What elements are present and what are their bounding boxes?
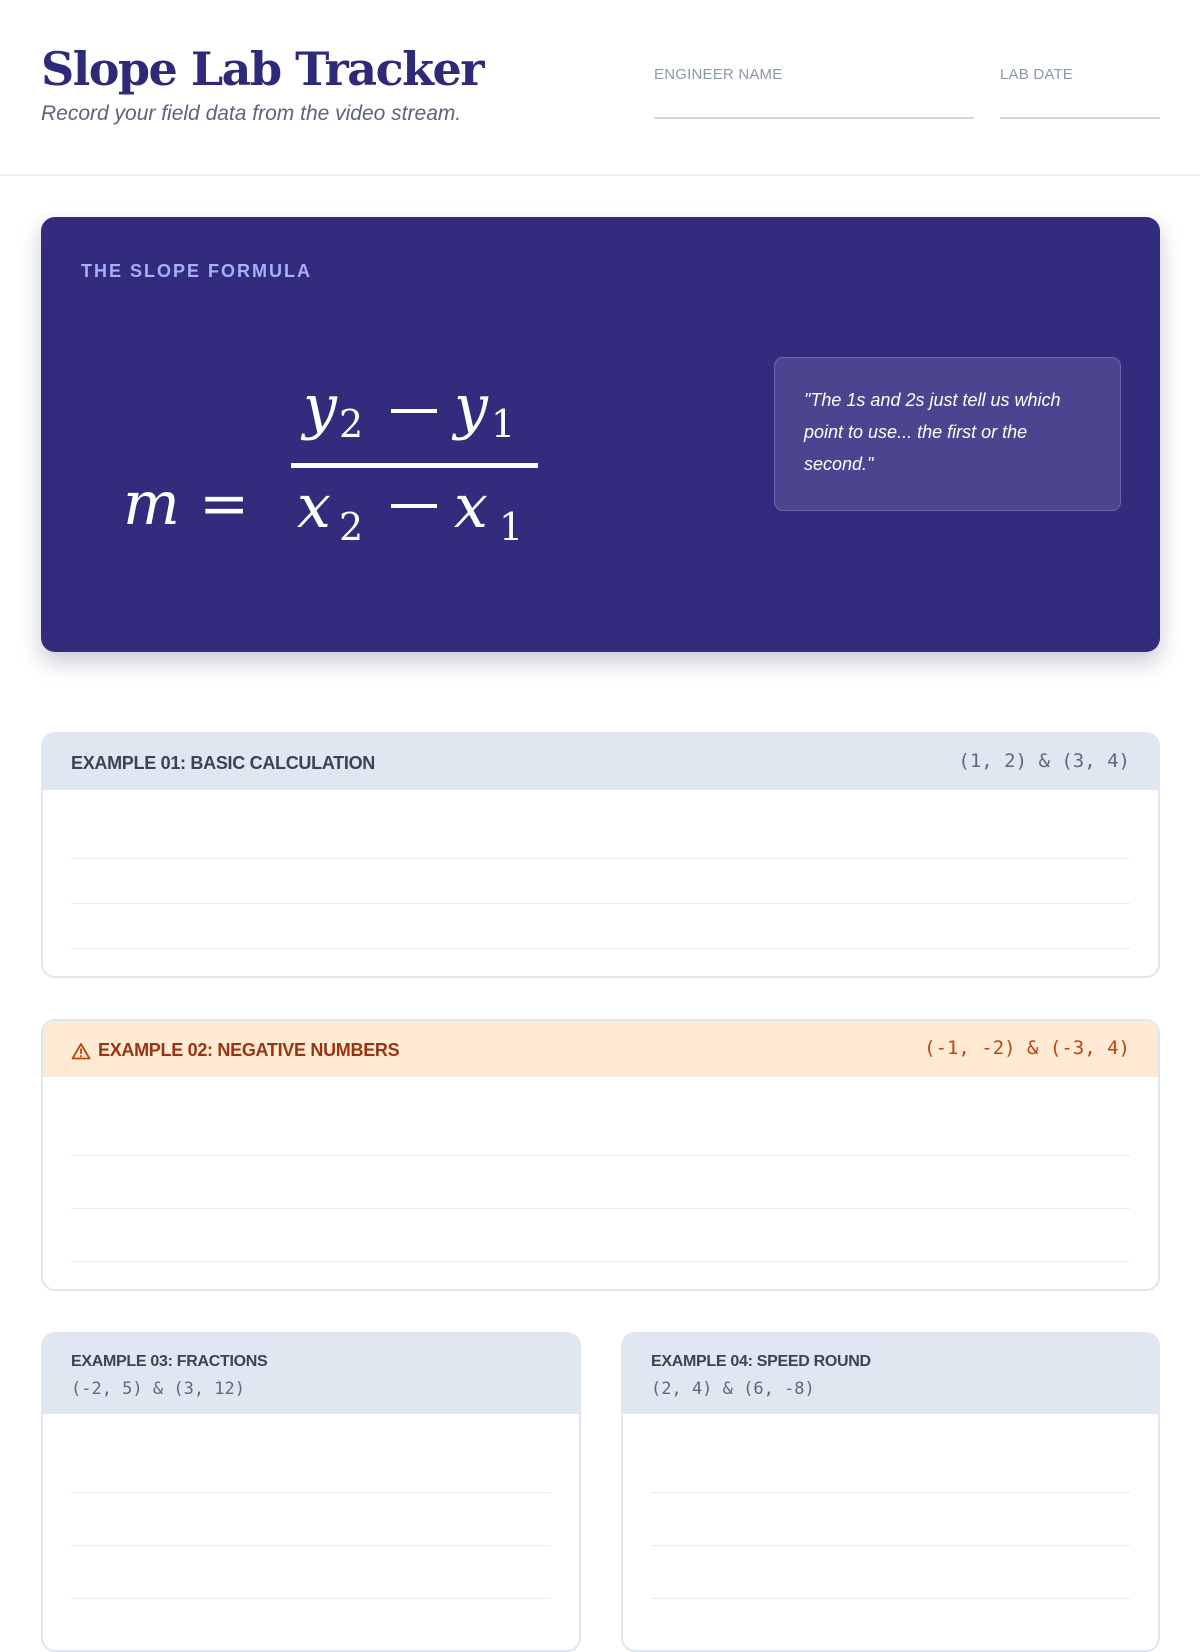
page-header [0, 0, 1200, 176]
writing-line[interactable] [651, 1598, 1130, 1599]
lab-date-label: LAB DATE [1000, 66, 1074, 83]
writing-line[interactable] [71, 858, 1130, 859]
example-title-text: EXAMPLE 02: NEGATIVE NUMBERS [98, 1040, 400, 1060]
example-title: EXAMPLE 03: FRACTIONS [71, 1353, 268, 1370]
page-title: Slope Lab Tracker [41, 42, 483, 96]
formula-label: THE SLOPE FORMULA [81, 261, 312, 281]
writing-line[interactable] [71, 1208, 1130, 1209]
writing-line[interactable] [71, 1155, 1130, 1156]
numerator-y1: y [454, 372, 488, 442]
numerator-minus [391, 409, 437, 413]
denominator-minus [391, 504, 437, 508]
writing-line[interactable] [71, 1545, 551, 1546]
denominator-x2: x [297, 472, 331, 542]
writing-line[interactable] [71, 1492, 551, 1493]
page-subtitle: Record your field data from the video stream. [41, 102, 462, 125]
engineer-name-line[interactable] [654, 117, 974, 119]
example-card-03 [41, 1332, 581, 1652]
engineer-name-label: ENGINEER NAME [654, 66, 783, 83]
writing-line[interactable] [71, 948, 1130, 949]
numerator-sub-1: 1 [491, 402, 516, 446]
example-points: (-1, -2) & (-3, 4) [924, 1037, 1130, 1059]
example-card-header [623, 1334, 1158, 1414]
lab-date-line[interactable] [1000, 117, 1160, 119]
example-points: (1, 2) & (3, 4) [958, 750, 1130, 772]
slope-formula [71, 347, 551, 577]
denominator-x1: x [454, 472, 488, 542]
writing-line[interactable] [651, 1545, 1130, 1546]
numerator-sub-2: 2 [339, 402, 364, 446]
example-card-header [43, 1021, 1158, 1077]
lab-date-field[interactable] [1000, 66, 1160, 119]
example-points: (2, 4) & (6, -8) [651, 1379, 815, 1399]
formula-card [41, 217, 1160, 652]
example-card-header [43, 734, 1158, 790]
example-title: EXAMPLE 04: SPEED ROUND [651, 1353, 871, 1370]
fraction-bar [291, 463, 538, 468]
quote-box: "The 1s and 2s just tell us which point to use... the first or the second." [774, 357, 1121, 511]
example-card-02 [41, 1019, 1160, 1291]
engineer-name-field[interactable] [654, 66, 974, 119]
writing-line[interactable] [71, 1261, 1130, 1262]
example-card-04 [621, 1332, 1160, 1652]
warning-icon [71, 1042, 91, 1060]
denominator-sub-2: 2 [339, 505, 364, 549]
example-points: (-2, 5) & (3, 12) [71, 1379, 245, 1399]
numerator-y2: y [303, 372, 337, 442]
example-card-01 [41, 732, 1160, 978]
writing-line[interactable] [71, 1598, 551, 1599]
formula-lhs: m = [123, 469, 250, 539]
writing-line[interactable] [71, 903, 1130, 904]
example-card-header [43, 1334, 579, 1414]
example-title [71, 1040, 399, 1061]
example-title: EXAMPLE 01: BASIC CALCULATION [71, 753, 375, 773]
writing-line[interactable] [651, 1492, 1130, 1493]
denominator-sub-1: 1 [499, 505, 524, 549]
